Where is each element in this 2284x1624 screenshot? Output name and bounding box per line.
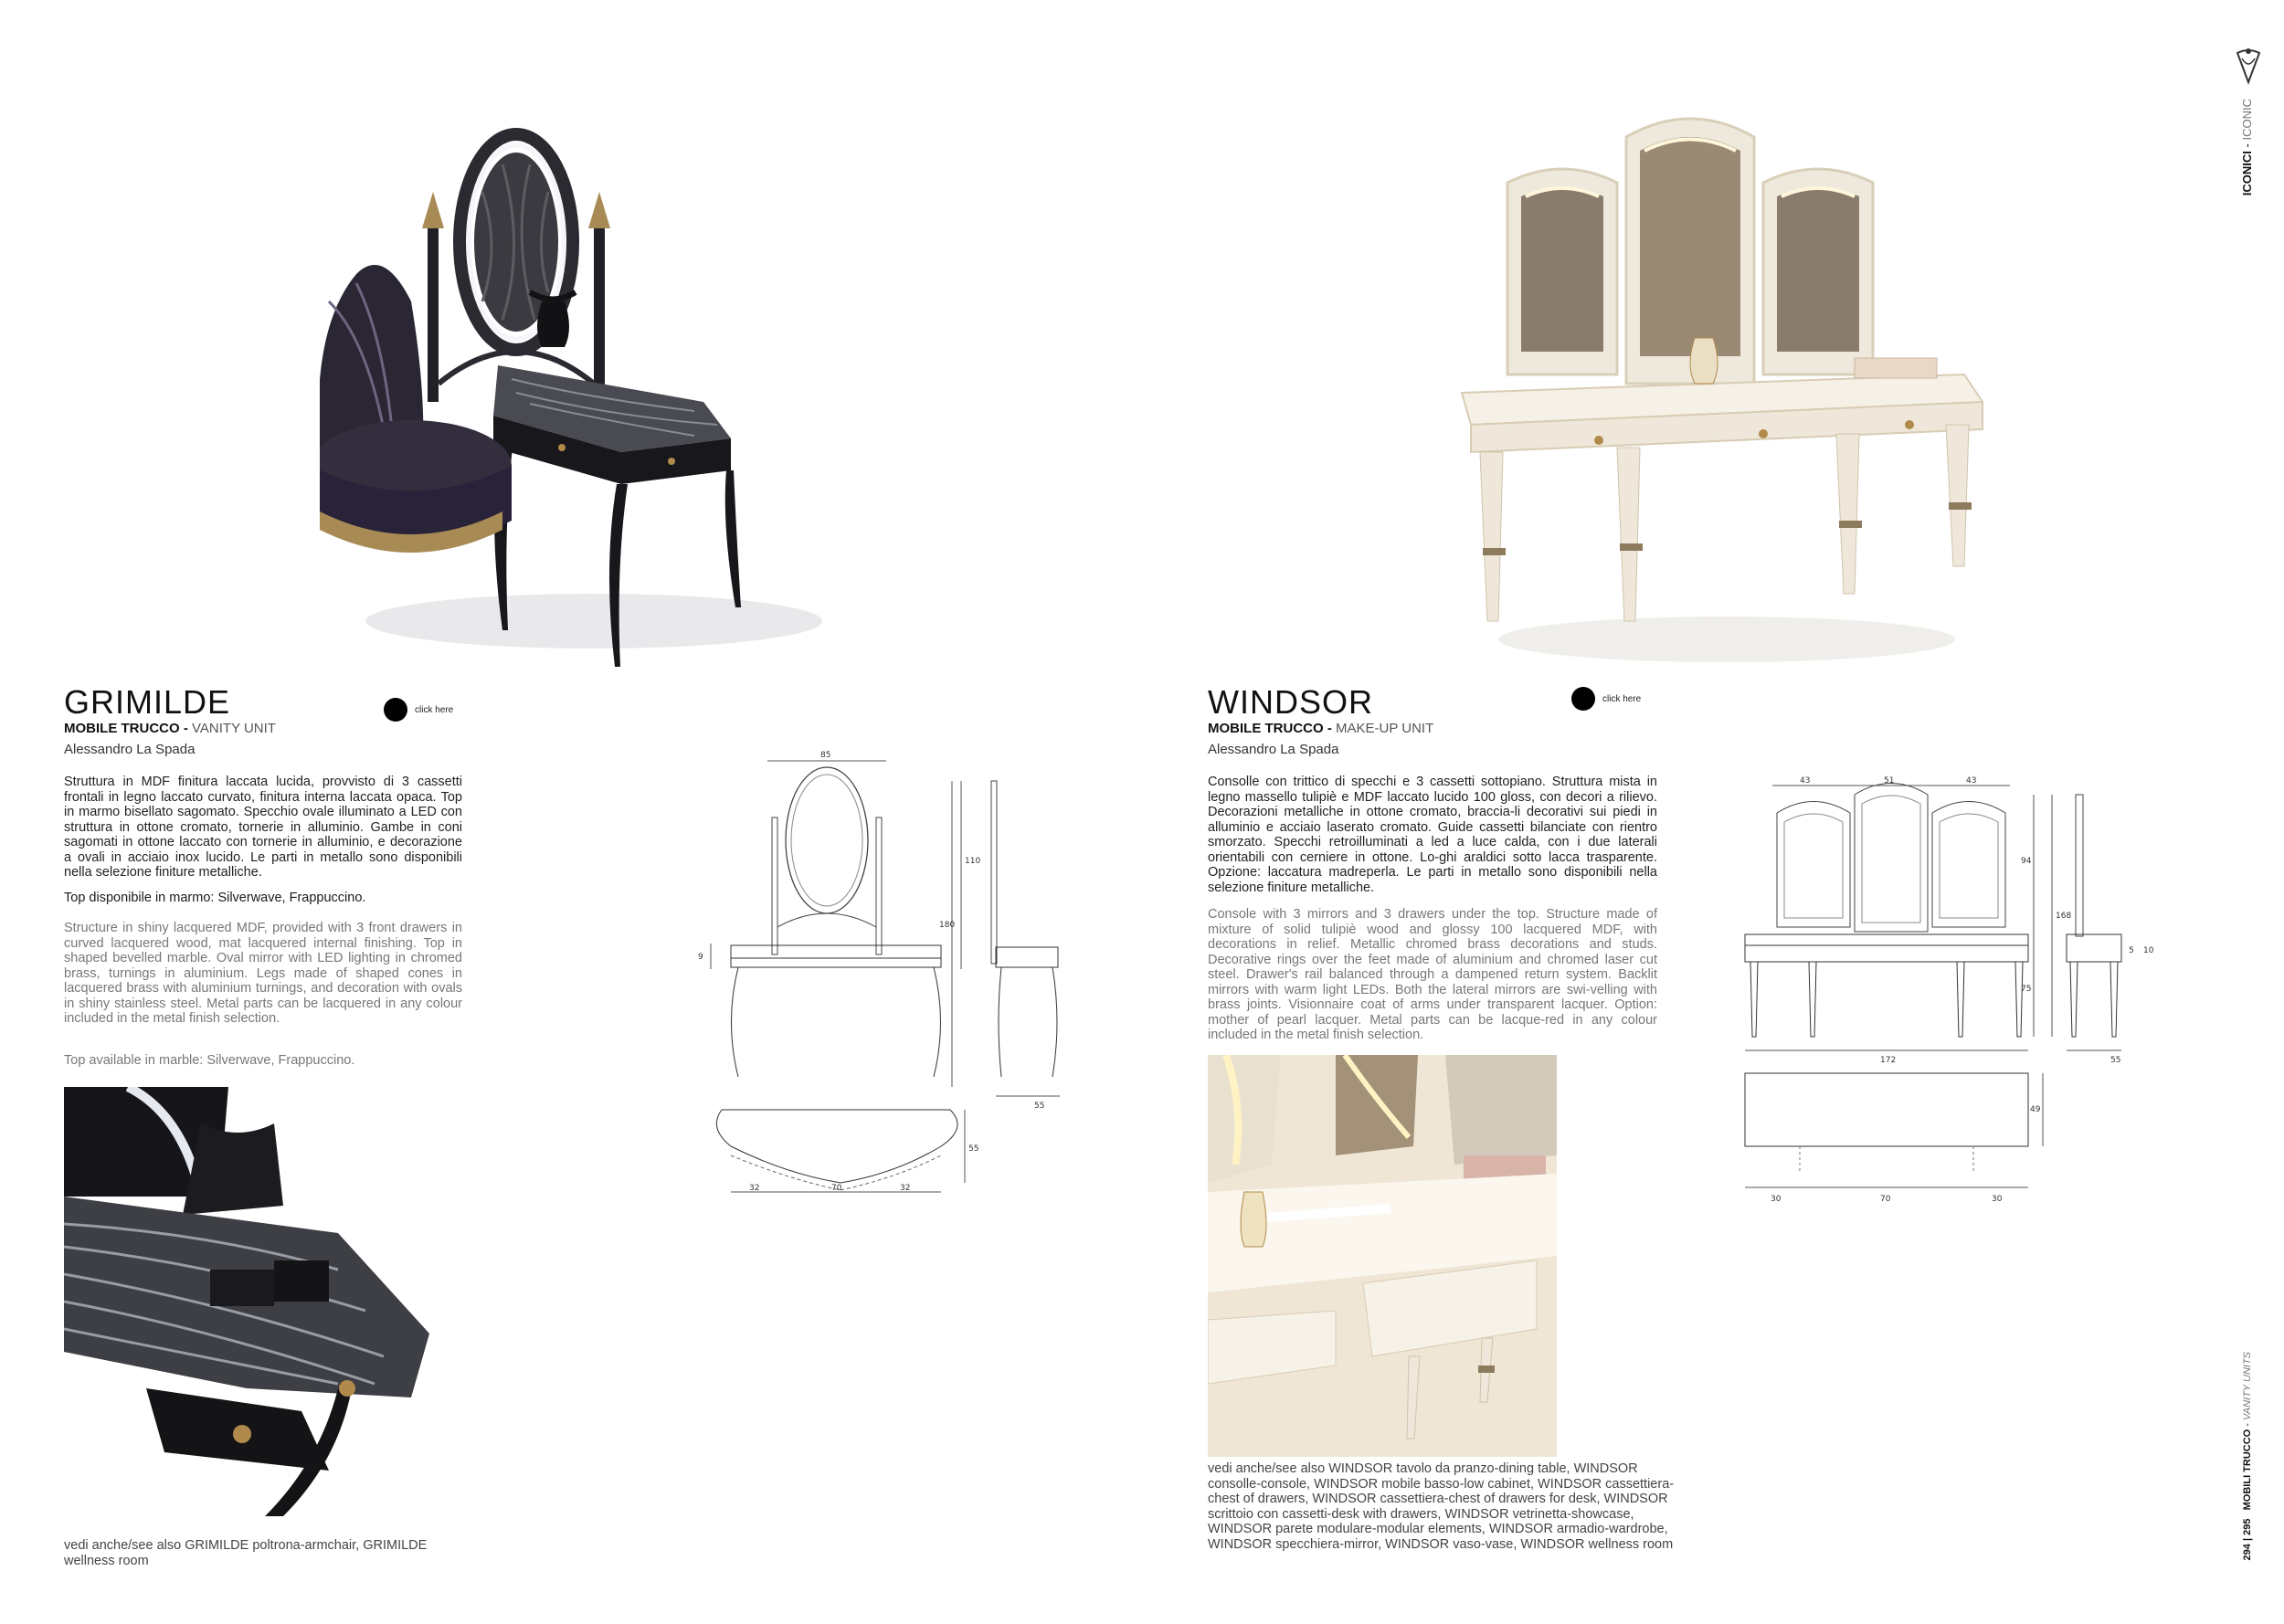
section-label-sep: - (2240, 140, 2254, 152)
windsor-dim-side-b: 10 (2143, 946, 2154, 955)
grimilde-detail-illustration (64, 1087, 466, 1516)
windsor-detail-photo (1208, 1055, 1557, 1457)
section-label-it: ICONICI (2240, 151, 2254, 196)
windsor-dim-m3: 43 (1966, 776, 1977, 786)
grimilde-dim-h1: 110 (965, 857, 981, 866)
windsor-product-photo (1453, 110, 2001, 676)
grimilde-top-en: Top available in marble: Silverwave, Frappuccino. (64, 1053, 355, 1068)
click-dot-icon (384, 698, 407, 722)
windsor-dim-plan-depth: 49 (2030, 1105, 2041, 1114)
windsor-see-also: vedi anche/see also WINDSOR tavolo da pranzo-dining table, WINDSOR consolle-console, WINDSOR mobile basso-low cabinet, WINDSOR cassettiera-chest of drawers, WINDSOR cassettiera-chest of drawers for desk, WINDSOR scrittoio con cassetti-desk with drawers, WINDSOR vetrinetta-showcase, WINDSOR parete modulare-modular elements, WINDSOR armadio-wardrobe, WINDSOR specchiera-mirror, WINDSOR vaso-vase, WINDSOR wellness room (1208, 1461, 1675, 1552)
grimilde-link-label: click here (415, 704, 454, 715)
grimilde-see-also: vedi anche/see also GRIMILDE poltrona-armchair, GRIMILDE wellness room (64, 1538, 428, 1568)
windsor-dim-h-table: 75 (2021, 985, 2032, 994)
grimilde-dim-p1: 32 (749, 1184, 760, 1193)
category-it: MOBILI TRUCCO (2242, 1429, 2253, 1511)
windsor-dim-p2: 70 (1880, 1195, 1891, 1204)
section-label (2240, 99, 2254, 195)
windsor-drawing-svg (1727, 772, 2184, 1210)
page-footer-label: 294 | 295 MOBILI TRUCCO - VANITY UNITS (2242, 1352, 2253, 1561)
grimilde-description-it: Struttura in MDF finitura laccata lucida, provvisto di 3 cassetti frontali in legno laccato curvato, finitura interna laccata opaca. Top in marmo bisellato sagomato. Specchio ovale illuminato a LED con struttura in ottone cromato, tornerie in alluminio. Gambe in coni sagomati in ottone laccato con tornerie in alluminio, e decorazione a ovali in acciaio inox lucido. Le parti in metallo sono disponibili nella selezione finiture metalliche. (64, 775, 462, 880)
grimilde-type-it: MOBILE TRUCCO (64, 721, 180, 736)
section-label-en: ICONIC (2240, 99, 2254, 141)
grimilde-dim-p2: 70 (831, 1184, 842, 1193)
grimilde-technical-drawing (694, 744, 1069, 1201)
windsor-dim-m2: 51 (1884, 776, 1895, 786)
grimilde-type-en: VANITY UNIT (192, 721, 276, 736)
grimilde-dim-h2: 180 (939, 921, 956, 930)
windsor-type-it: MOBILE TRUCCO (1208, 721, 1324, 736)
windsor-dim-p1: 30 (1771, 1195, 1782, 1204)
category-en: VANITY UNITS (2242, 1352, 2253, 1420)
windsor-dim-p3: 30 (1992, 1195, 2003, 1204)
grimilde-dim-plan-depth: 55 (968, 1144, 979, 1154)
grimilde-description-en: Structure in shiny lacquered MDF, provided with 3 front drawers in curved lacquered wood, mat lacquered internal finishing. Top in shaped bevelled marble. Oval mirror with LED lighting in chromed brass, turnings in aluminium. Legs made of shaped cones in lacquered brass with aluminium turnings, and decoration with ovals in shiny stainless steel. Metal parts can be lacquered in any colour included in the metal finish selection. (64, 921, 462, 1026)
windsor-dim-m1: 43 (1800, 776, 1811, 786)
brand-logo-icon (2235, 46, 2262, 88)
windsor-title: WINDSOR (1208, 683, 1373, 721)
windsor-technical-drawing (1727, 772, 2184, 1210)
click-dot-icon (1571, 687, 1595, 711)
grimilde-dim-h3: 9 (698, 953, 703, 962)
windsor-description-en: Console with 3 mirrors and 3 drawers under the top. Structure made of mixture of solid tulipiè wood and glossy 100 lacquered MDF, with decorations in relief. Metallic chromed brass decorations and studs. Decorative rings over the feet made of aluminium and chromed laser cut steel. Drawer's rail balanced through a dampened return system. Backlit mirrors with warm light LEDs. Both the lateral mirrors are swi-velling with brass joints. Visionnaire coat of arms under transparent lacquer. Option: mother of pearl lacquer. Metal parts can be lacque-red in any colour included in the metal finish selection. (1208, 907, 1657, 1042)
grimilde-link[interactable] (384, 698, 453, 722)
windsor-dim-depth: 55 (2110, 1056, 2121, 1065)
windsor-link-label: click here (1602, 693, 1642, 704)
windsor-designer: Alessandro La Spada (1208, 742, 1339, 757)
windsor-type-en: MAKE-UP UNIT (1336, 721, 1434, 736)
grimilde-drawing-svg (694, 744, 1069, 1201)
grimilde-dim-depth: 55 (1034, 1102, 1045, 1111)
grimilde-dim-width: 85 (820, 751, 831, 760)
windsor-subtitle: MOBILE TRUCCO - MAKE-UP UNIT (1208, 721, 1434, 736)
windsor-detail-illustration (1208, 1055, 1557, 1457)
windsor-illustration (1453, 110, 2001, 676)
grimilde-title: GRIMILDE (64, 683, 231, 721)
windsor-dim-side-a: 5 (2129, 946, 2134, 955)
grimilde-subtitle: MOBILE TRUCCO - VANITY UNIT (64, 721, 276, 736)
grimilde-illustration (320, 110, 831, 676)
brand-logo (2235, 46, 2262, 88)
grimilde-dim-p3: 32 (900, 1184, 911, 1193)
windsor-description-it: Consolle con trittico di specchi e 3 cassetti sottopiano. Struttura mista in legno massello tulipiè e MDF laccato lucido 100 gloss, con decori a rilievo. Decorazioni metalliche in ottone cromato, braccia-li decorativi sui piedi in alluminio e acciaio laserato cromato. Guide cassetti bilanciate con rientro smorzato. Specchi retroilluminati a led a luce calda, con i due laterali orientabili con cerniere in ottone. Lo-ghi araldici sotto lacca trasparente. Opzione: laccatura madreperla. Le parti in metallo sono disponibili nella selezione finiture metalliche. (1208, 775, 1657, 895)
windsor-dim-h-total: 168 (2056, 912, 2072, 921)
grimilde-designer: Alessandro La Spada (64, 742, 196, 757)
grimilde-product-photo (320, 110, 831, 676)
windsor-link[interactable] (1571, 687, 1641, 711)
page-numbers: 294 | 295 (2242, 1518, 2253, 1561)
windsor-dim-h-mirror: 94 (2021, 857, 2032, 866)
grimilde-detail-photo (64, 1087, 466, 1516)
windsor-dim-width: 172 (1880, 1056, 1897, 1065)
grimilde-top-it: Top disponibile in marmo: Silverwave, Frappuccino. (64, 891, 366, 905)
